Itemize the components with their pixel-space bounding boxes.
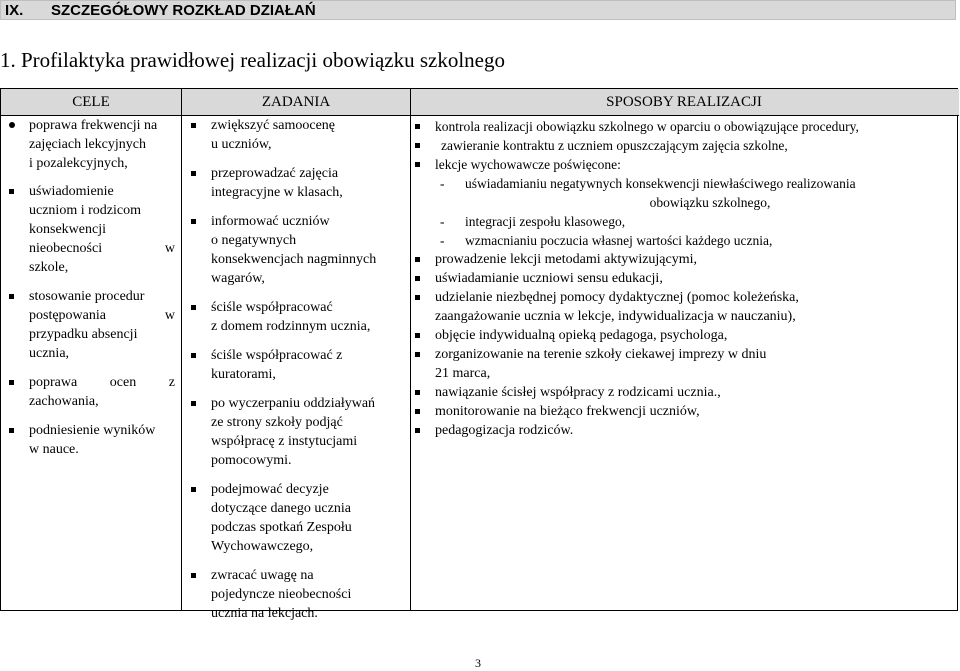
- text-line: dotyczące danego ucznia: [211, 501, 351, 516]
- text-line: po wyczerpaniu oddziaływań: [211, 396, 376, 411]
- column-divider: [410, 89, 411, 610]
- section-header-bar: [0, 0, 956, 20]
- text-line: ucznia na lekcjach.: [211, 606, 318, 621]
- text-line: Wychowawczego,: [211, 539, 314, 554]
- list-item: [435, 117, 955, 136]
- text-line: przypadku absencji: [29, 327, 138, 342]
- text-line: 21 marca,: [435, 366, 491, 381]
- text-line: konsekwencjach nagminnych: [211, 252, 377, 267]
- list-item: [211, 394, 405, 470]
- list-item: [211, 212, 405, 288]
- list-item: [435, 250, 955, 269]
- list-item: [29, 421, 175, 459]
- text-line: pomocowymi.: [211, 453, 292, 468]
- list-item: [211, 346, 405, 384]
- text-line: zajęciach lekcyjnych: [29, 137, 146, 152]
- list-item: [29, 373, 175, 411]
- text-line: informować uczniów: [211, 214, 330, 229]
- text-line: stosowanie procedur: [29, 289, 145, 304]
- text-line: o negatywnych: [211, 233, 297, 248]
- text-line: nieobecności w: [29, 241, 175, 256]
- plan-table: [0, 88, 958, 621]
- text-line: uczniom i rodzicom: [29, 203, 141, 218]
- text-line: pojedyncze nieobecności: [211, 587, 352, 602]
- text-line: zwracać uwagę na: [211, 568, 314, 583]
- text-line: zawieranie kontraktu z uczniem opuszczającym zajęcia szkolne,: [441, 138, 788, 153]
- list-item: [435, 402, 955, 421]
- list-item: [211, 116, 405, 154]
- text-line: ucznia,: [29, 346, 70, 361]
- text-line: objęcie indywidualną opieką pedagoga, psychologa,: [435, 328, 728, 343]
- text-line: - uświadamianiu negatywnych konsekwencji niewłaściwego realizowania: [465, 174, 955, 193]
- text-line: integracyjne w klasach,: [211, 185, 343, 200]
- header-zadania: ZADANIA: [261, 94, 331, 110]
- text-line: zachowania,: [29, 394, 99, 409]
- text-line: uświadomienie: [29, 184, 114, 199]
- zadania-column: [211, 116, 405, 623]
- text-line: zorganizowanie na terenie szkoły ciekawej imprezy w dniu: [435, 347, 767, 362]
- text-line: zaangażowanie ucznia w lekcje, indywidualizacja w nauczaniu),: [435, 309, 796, 324]
- list-item: [435, 231, 955, 250]
- text-line: obowiązku szkolnego,: [649, 195, 771, 210]
- list-item: [435, 269, 955, 288]
- text-line: kuratorami,: [211, 367, 276, 382]
- text-line: ściśle współpracować z: [211, 348, 343, 363]
- text-line: udzielanie niezbędnej pomocy dydaktycznej (pomoc koleżeńska,: [435, 290, 799, 305]
- text-line: uświadamianie uczniowi sensu edukacji,: [435, 271, 663, 286]
- text-line: u uczniów,: [211, 137, 272, 152]
- text-line: podczas spotkań Zespołu: [211, 520, 352, 535]
- text-line: przeprowadzać zajęcia: [211, 166, 339, 181]
- list-item: [29, 182, 175, 277]
- list-item: [435, 421, 955, 440]
- list-item: [435, 136, 955, 155]
- cele-column: [29, 116, 175, 459]
- text-line: poprawa frekwencji na: [29, 118, 158, 133]
- section-title: SZCZEGÓŁOWY ROZKŁAD DZIAŁAŃ: [51, 2, 316, 19]
- text-line: poprawa ocen z: [29, 375, 175, 390]
- section-number: IX.: [5, 2, 24, 19]
- text-line: podejmować decyzje: [211, 482, 329, 497]
- list-item: [211, 566, 405, 623]
- list-item: [211, 298, 405, 336]
- list-item: [29, 116, 175, 173]
- list-item: [435, 326, 955, 345]
- document-title: 1. Profilaktyka prawidłowej realizacji obowiązku szkolnego: [0, 48, 506, 72]
- header-cele: CELE: [72, 94, 110, 110]
- list-item: [211, 480, 405, 556]
- list-item: [29, 287, 175, 363]
- list-item: [435, 212, 955, 231]
- list-item: [211, 164, 405, 202]
- list-item: [435, 155, 955, 174]
- text-line: zwiększyć samoocenę: [211, 118, 335, 133]
- text-line: i pozalekcyjnych,: [29, 156, 128, 171]
- text-line: ze strony szkoły podjąć: [211, 415, 343, 430]
- column-divider: [181, 89, 182, 610]
- text-line: podniesienie wyników: [29, 423, 156, 438]
- text-line: monitorowanie na bieżąco frekwencji uczniów,: [435, 404, 700, 419]
- text-line: - wzmacnianiu poczucia własnej wartości każdego ucznia,: [465, 231, 955, 250]
- text-line: - integracji zespołu klasowego,: [465, 212, 955, 231]
- list-item: [435, 174, 955, 212]
- text-line: wagarów,: [211, 271, 265, 286]
- text-line: współpracę z instytucjami: [211, 434, 358, 449]
- text-line: ściśle współpracować: [211, 300, 333, 315]
- text-line: szkole,: [29, 260, 69, 275]
- sposoby-column: [435, 117, 955, 440]
- list-item: [435, 288, 955, 326]
- list-item: [435, 345, 955, 383]
- text-line: nawiązanie ścisłej współpracy z rodzicami ucznia.,: [435, 385, 721, 400]
- header-sposoby: SPOSOBY REALIZACJI: [606, 94, 762, 110]
- text-line: pedagogizacja rodziców.: [435, 423, 574, 438]
- list-item: [435, 383, 955, 402]
- text-line: lekcje wychowawcze poświęcone:: [435, 157, 621, 172]
- text-line: kontrola realizacji obowiązku szkolnego w oparciu o obowiązujące procedury,: [435, 119, 859, 134]
- page-number: 3: [475, 656, 481, 670]
- text-line: w nauce.: [29, 442, 79, 457]
- text-line: z domem rodzinnym ucznia,: [211, 319, 371, 334]
- text-line: prowadzenie lekcji metodami aktywizującymi,: [435, 252, 698, 267]
- text-line: postępowania w: [29, 308, 175, 323]
- text-line: konsekwencji: [29, 222, 106, 237]
